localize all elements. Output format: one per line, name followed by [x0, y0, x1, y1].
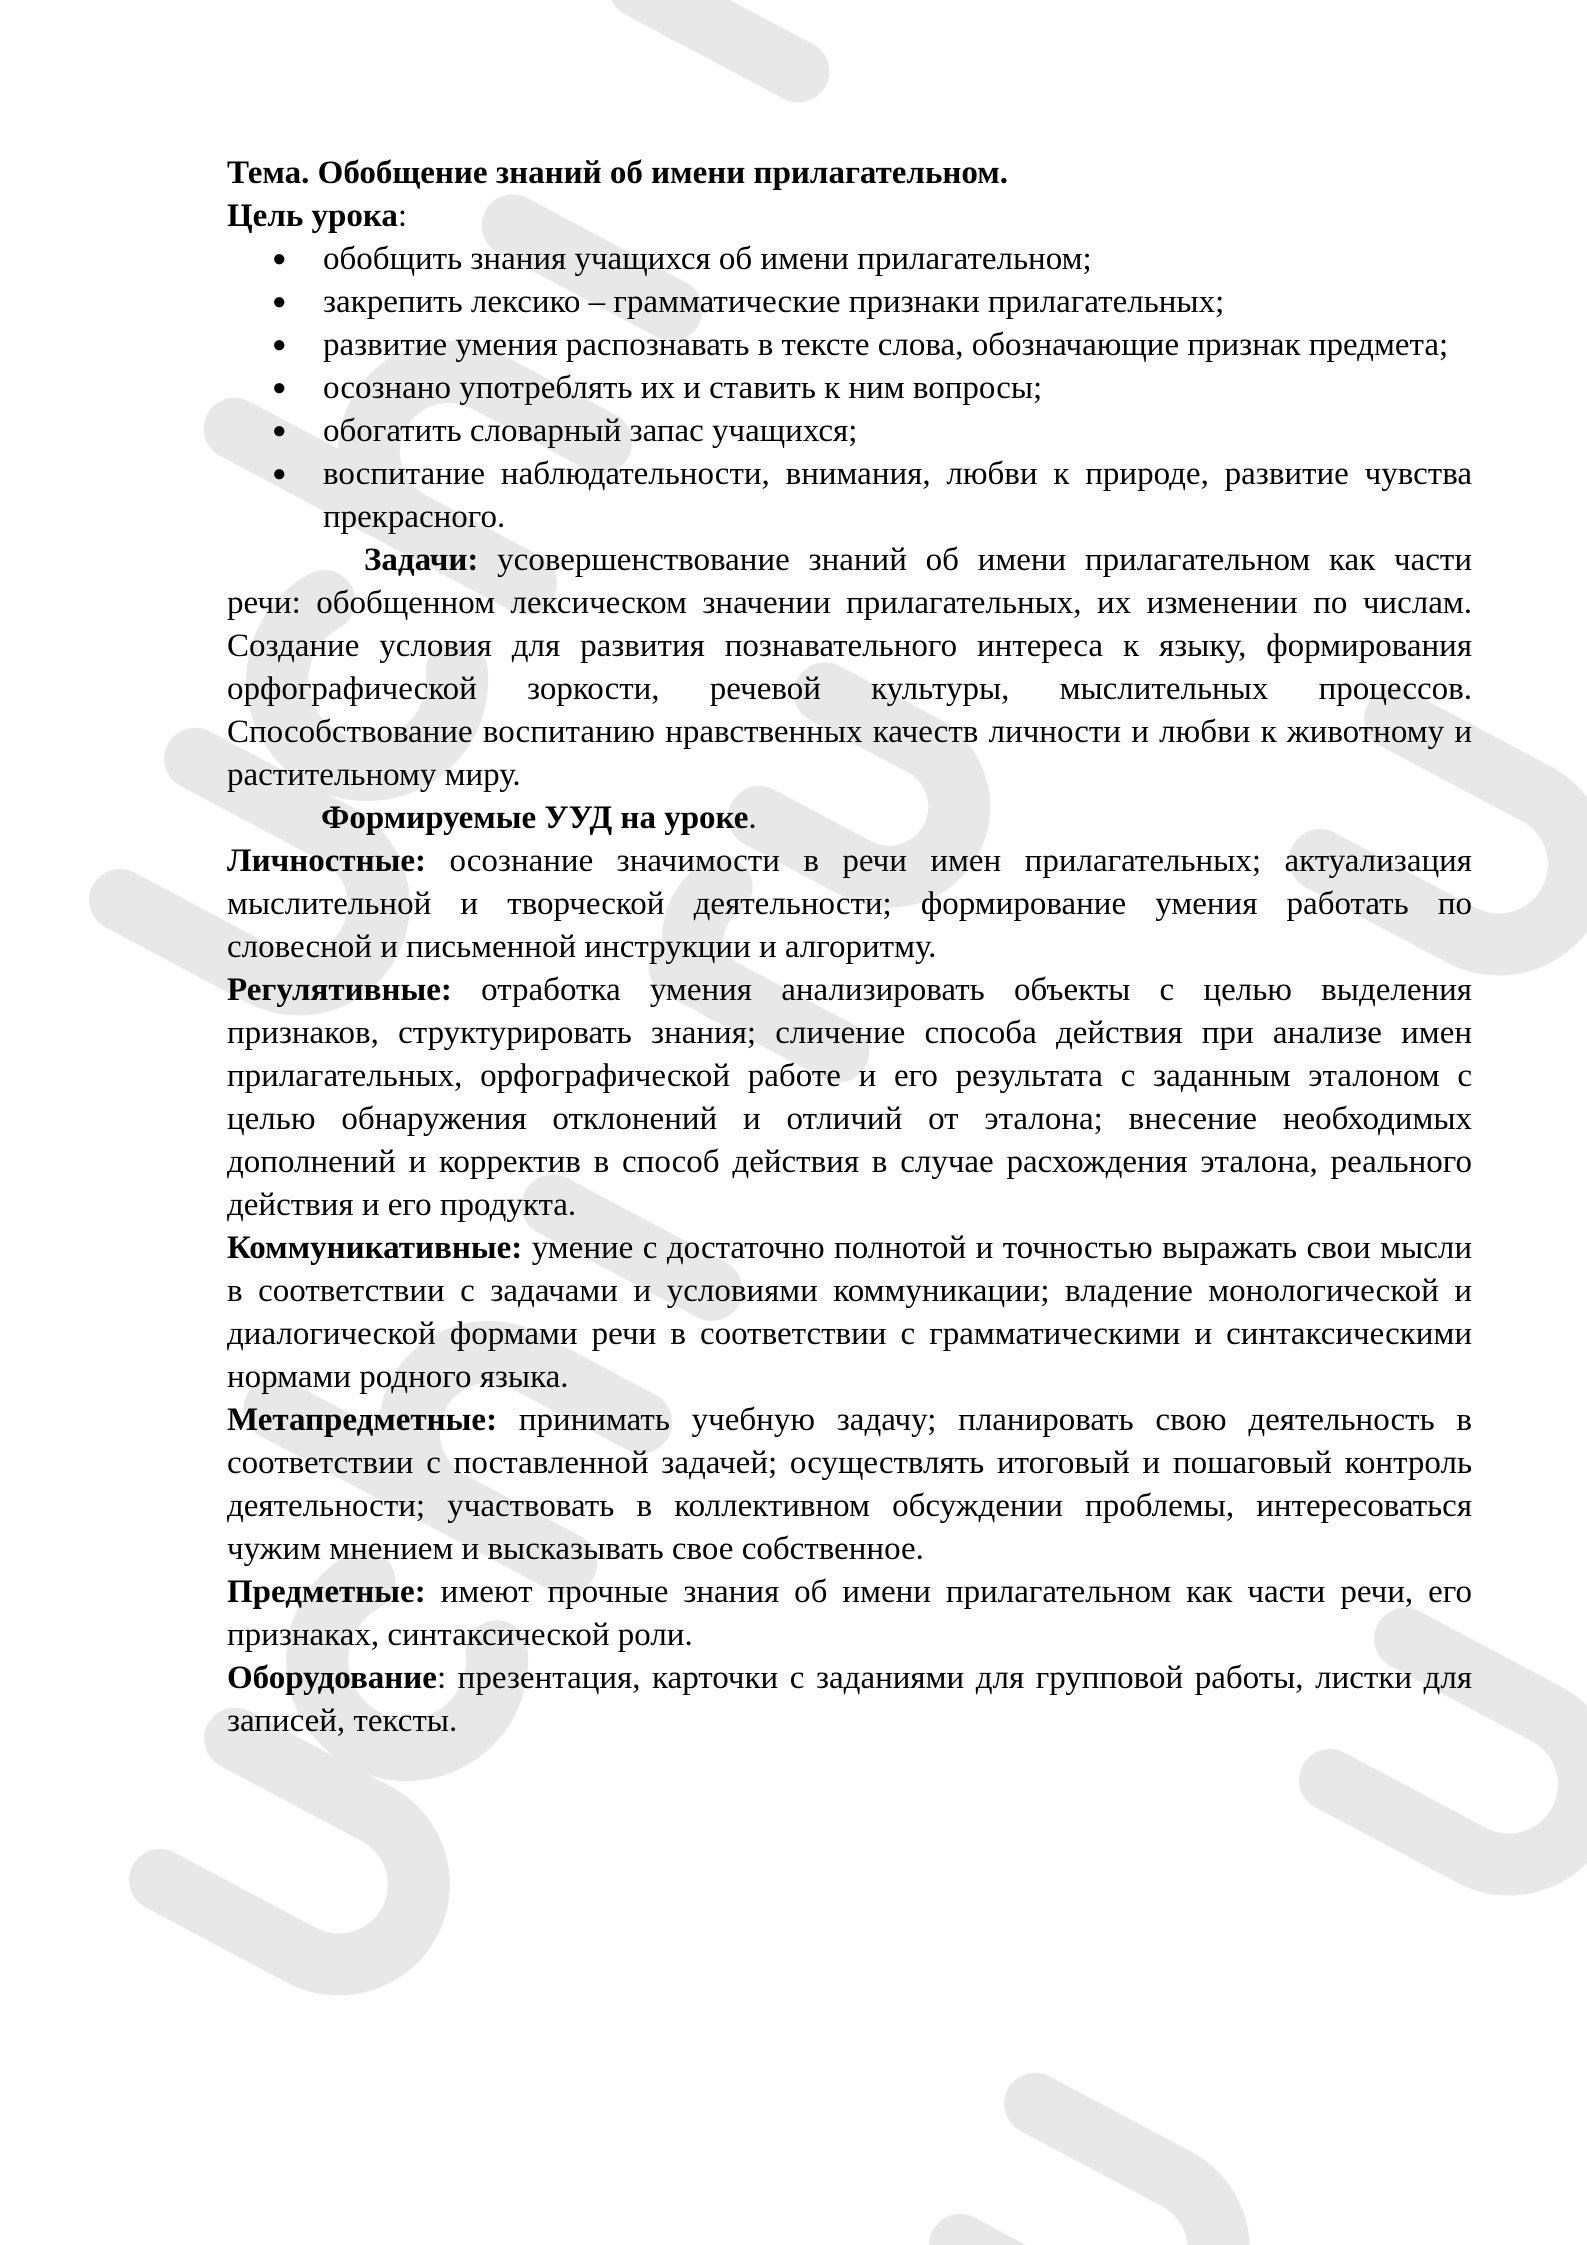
- goal-item: ● осознано употреблять их и ставить к ним вопросы;: [323, 367, 1472, 410]
- goal-item: ● обогатить словарный запас учащихся;: [323, 410, 1472, 453]
- section-subject: [227, 1571, 1472, 1657]
- section-label: Регулятивные:: [227, 972, 452, 1008]
- section-text: отработка умения анализировать объекты с целью выделения признаков, структурировать знания; сличение способа действия при анализе имен прилагательных, орфографической работе и его результата с заданным эталоном с целью обнаружения отклонений и отличий от эталона; внесение необходимых дополнений и корректив в способ действия в случае расхождения эталона, реального действия и его продукта.: [227, 972, 1472, 1223]
- section-text: : презентация, карточки с заданиями для групповой работы, листки для записей, тексты.: [227, 1660, 1472, 1739]
- bullet-icon: ●: [272, 375, 287, 401]
- goal-item: ● закрепить лексико – грамматические признаки прилагательных;: [323, 281, 1472, 324]
- section-label: Оборудование: [227, 1660, 437, 1696]
- section-label: Метапредметные:: [227, 1402, 498, 1438]
- goal-colon: :: [397, 198, 408, 234]
- section-text: осознание значимости в речи имен прилагательных; актуализация мыслительной и творческой деятельности; формирование умения работать по словесной и письменной инструкции и алгоритму.: [227, 843, 1472, 965]
- section-regulatory: [227, 969, 1472, 1227]
- section-label: Личностные:: [227, 843, 426, 879]
- goal-label: Цель урока: [227, 198, 398, 234]
- section-equipment: [227, 1657, 1472, 1743]
- tasks-paragraph: [227, 539, 1472, 797]
- section-text: принимать учебную задачу; планировать свою деятельность в соответствии с поставленной задачей; осуществлять итоговый и пошаговый контроль деятельности; участвовать в коллективном обсуждении проблемы, интересоваться чужим мнением и высказывать свое собственное.: [227, 1402, 1472, 1567]
- tasks-text: усовершенствование знаний об имени прилагательном как части речи: обобщенном лексическом значении прилагательных, их изменении по числам. Создание условия для развития познавательного интереса к языку, формирования орфографической зоркости, речевой культуры, мыслительных процессов. Способствование воспитанию нравственных качеств личности и любви к животному и растительному миру.: [227, 542, 1472, 793]
- goal-list: [227, 238, 1472, 539]
- bullet-icon: ●: [272, 418, 287, 444]
- bullet-icon: ●: [272, 461, 287, 487]
- section-text: имеют прочные знания об имени прилагательном как части речи, его признаках, синтаксической роли.: [227, 1574, 1472, 1653]
- section-text: умение с достаточно полнотой и точностью выражать свои мысли в соответствии с задачами и условиями коммуникации; владение монологической и диалогической формами речи в соответствии с грамматическими и синтаксическими нормами родного языка.: [227, 1230, 1472, 1395]
- goal-item: ● обобщить знания учащихся об имени прилагательном;: [323, 238, 1472, 281]
- uud-heading: Формируемые УУД на уроке.: [321, 800, 757, 836]
- goal-item: ● воспитание наблюдательности, внимания, любви к природе, развитие чувства прекрасного.: [323, 453, 1472, 539]
- bullet-icon: ●: [272, 289, 287, 315]
- section-label: Предметные:: [227, 1574, 426, 1610]
- section-metasubject: [227, 1399, 1472, 1571]
- bullet-icon: ●: [272, 332, 287, 358]
- section-label: Коммуникативные:: [227, 1230, 523, 1266]
- tasks-label: Задачи:: [364, 542, 479, 578]
- goal-item: ● развитие умения распознавать в тексте слова, обозначающие признак предмета;: [323, 324, 1472, 367]
- bullet-icon: ●: [272, 246, 287, 272]
- document-body: [227, 152, 1472, 1743]
- section-personal: [227, 840, 1472, 969]
- goal-heading: [227, 195, 1472, 238]
- topic-title: Тема. Обобщение знаний об имени прилагательном.: [227, 155, 1009, 191]
- section-communicative: [227, 1227, 1472, 1399]
